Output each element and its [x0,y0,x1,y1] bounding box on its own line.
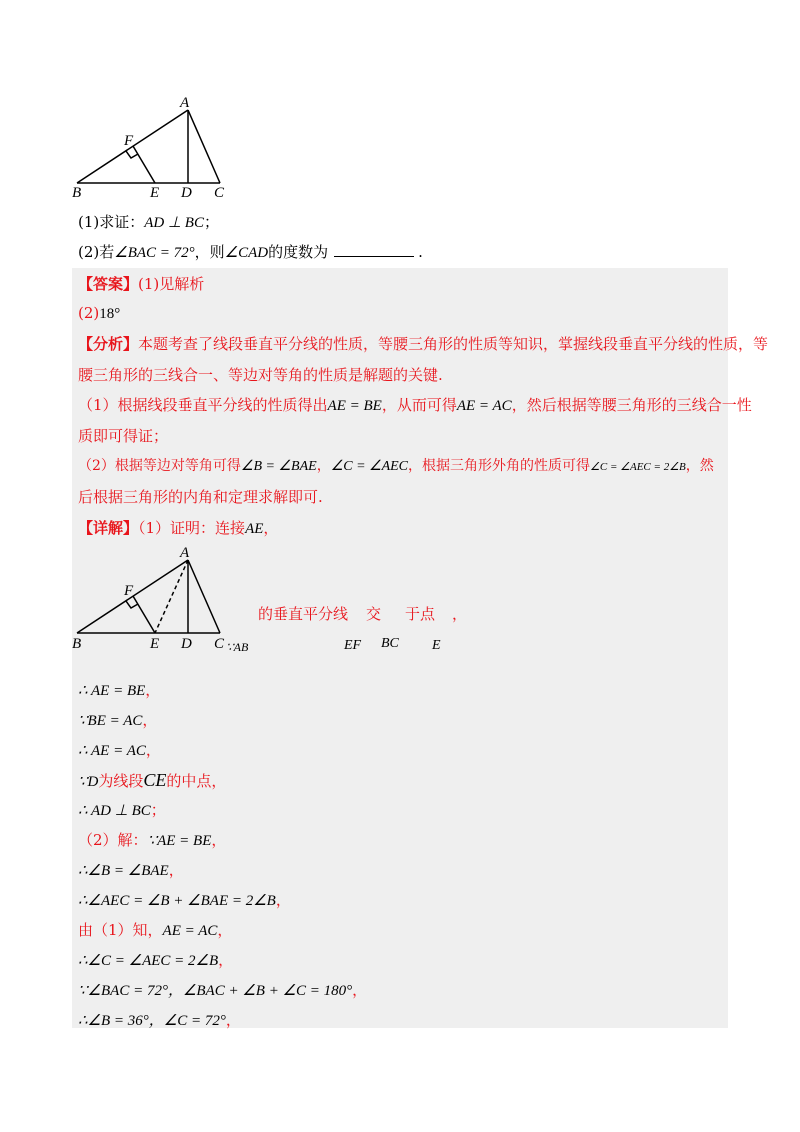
side-text-yu: 于点 [405,605,436,623]
detail-intro: 【详解】（1）证明：连接AE， [78,519,279,537]
answer-line-1: 【答案】(1)见解析 [78,275,205,293]
proof-line: ∵BE = AC， [78,711,158,729]
analysis-line-5: （2）根据等边对等角可得∠B = ∠BAE，∠C = ∠AEC，根据三角形外角的性质可得∠C = ∠AEC = 2∠B，然 [78,458,714,474]
vertex-label-c: C [214,185,225,201]
proof-line: ∴ AD ⊥ BC； [78,801,166,819]
vertex-label-f: F [124,133,134,149]
side-text-comma: ， [452,605,468,623]
analysis-line-3: （1）根据线段垂直平分线的性质得出AE = BE，从而可得AE = AC，然后根据等腰三角形的三线合一性 [78,396,752,414]
analysis-line-1: 【分析】本题考查了线段垂直平分线的性质，等腰三角形的性质等知识，掌握线段垂直平分线的性质，等 [78,335,769,353]
vertex-label-c: C [214,636,225,652]
proof-line: ∵∠BAC = 72°，∠BAC + ∠B + ∠C = 180°， [78,981,368,999]
because-ab: ∵AB [226,640,249,654]
triangle-figure-1 [60,90,260,205]
vertex-label-b: B [72,185,82,201]
vertex-label-b: B [72,636,82,652]
side-text-bisector: 的垂直平分线 [258,605,349,623]
proof-line: ∴ AE = AC， [78,741,161,759]
proof-line: 由（1）知，AE = AC， [78,921,233,939]
vertex-label-d: D [181,636,192,652]
question-part-1: (1)求证：AD ⊥ BC； [78,213,219,231]
vertex-label-a: A [180,545,190,561]
proof-line: ∴∠B = 36°，∠C = 72°， [78,1011,241,1029]
analysis-line-6: 后根据三角形的内角和定理求解即可. [78,488,323,506]
vertex-label-f: F [124,583,134,599]
vertex-label-e: E [150,185,160,201]
proof-line: ∴∠AEC = ∠B + ∠BAE = 2∠B， [78,891,291,909]
label-ef: EF [344,638,362,653]
question-part-2: (2)若∠BAC = 72°，则∠CAD的度数为 . [78,243,423,261]
vertex-label-d: D [181,185,192,201]
proof-line: （2）解：∵AE = BE， [78,831,227,849]
proof-line: ∴ AE = BE， [78,681,161,699]
triangle-figure-2 [60,545,260,645]
analysis-line-4: 质即可得证； [78,427,169,445]
answer-line-2: (2)18° [78,304,121,322]
proof-line: ∴∠C = ∠AEC = 2∠B， [78,951,234,969]
side-text-jiao: 交 [366,605,382,623]
label-e: E [432,638,441,653]
label-bc: BC [381,636,399,651]
analysis-line-2: 腰三角形的三线合一、等边对等角的性质是解题的关键. [78,366,443,384]
proof-line: ∵D为线段CE的中点， [78,770,227,790]
proof-line: ∴∠B = ∠BAE， [78,861,184,879]
vertex-label-a: A [180,95,190,111]
vertex-label-e: E [150,636,160,652]
answer-blank[interactable] [334,244,414,257]
